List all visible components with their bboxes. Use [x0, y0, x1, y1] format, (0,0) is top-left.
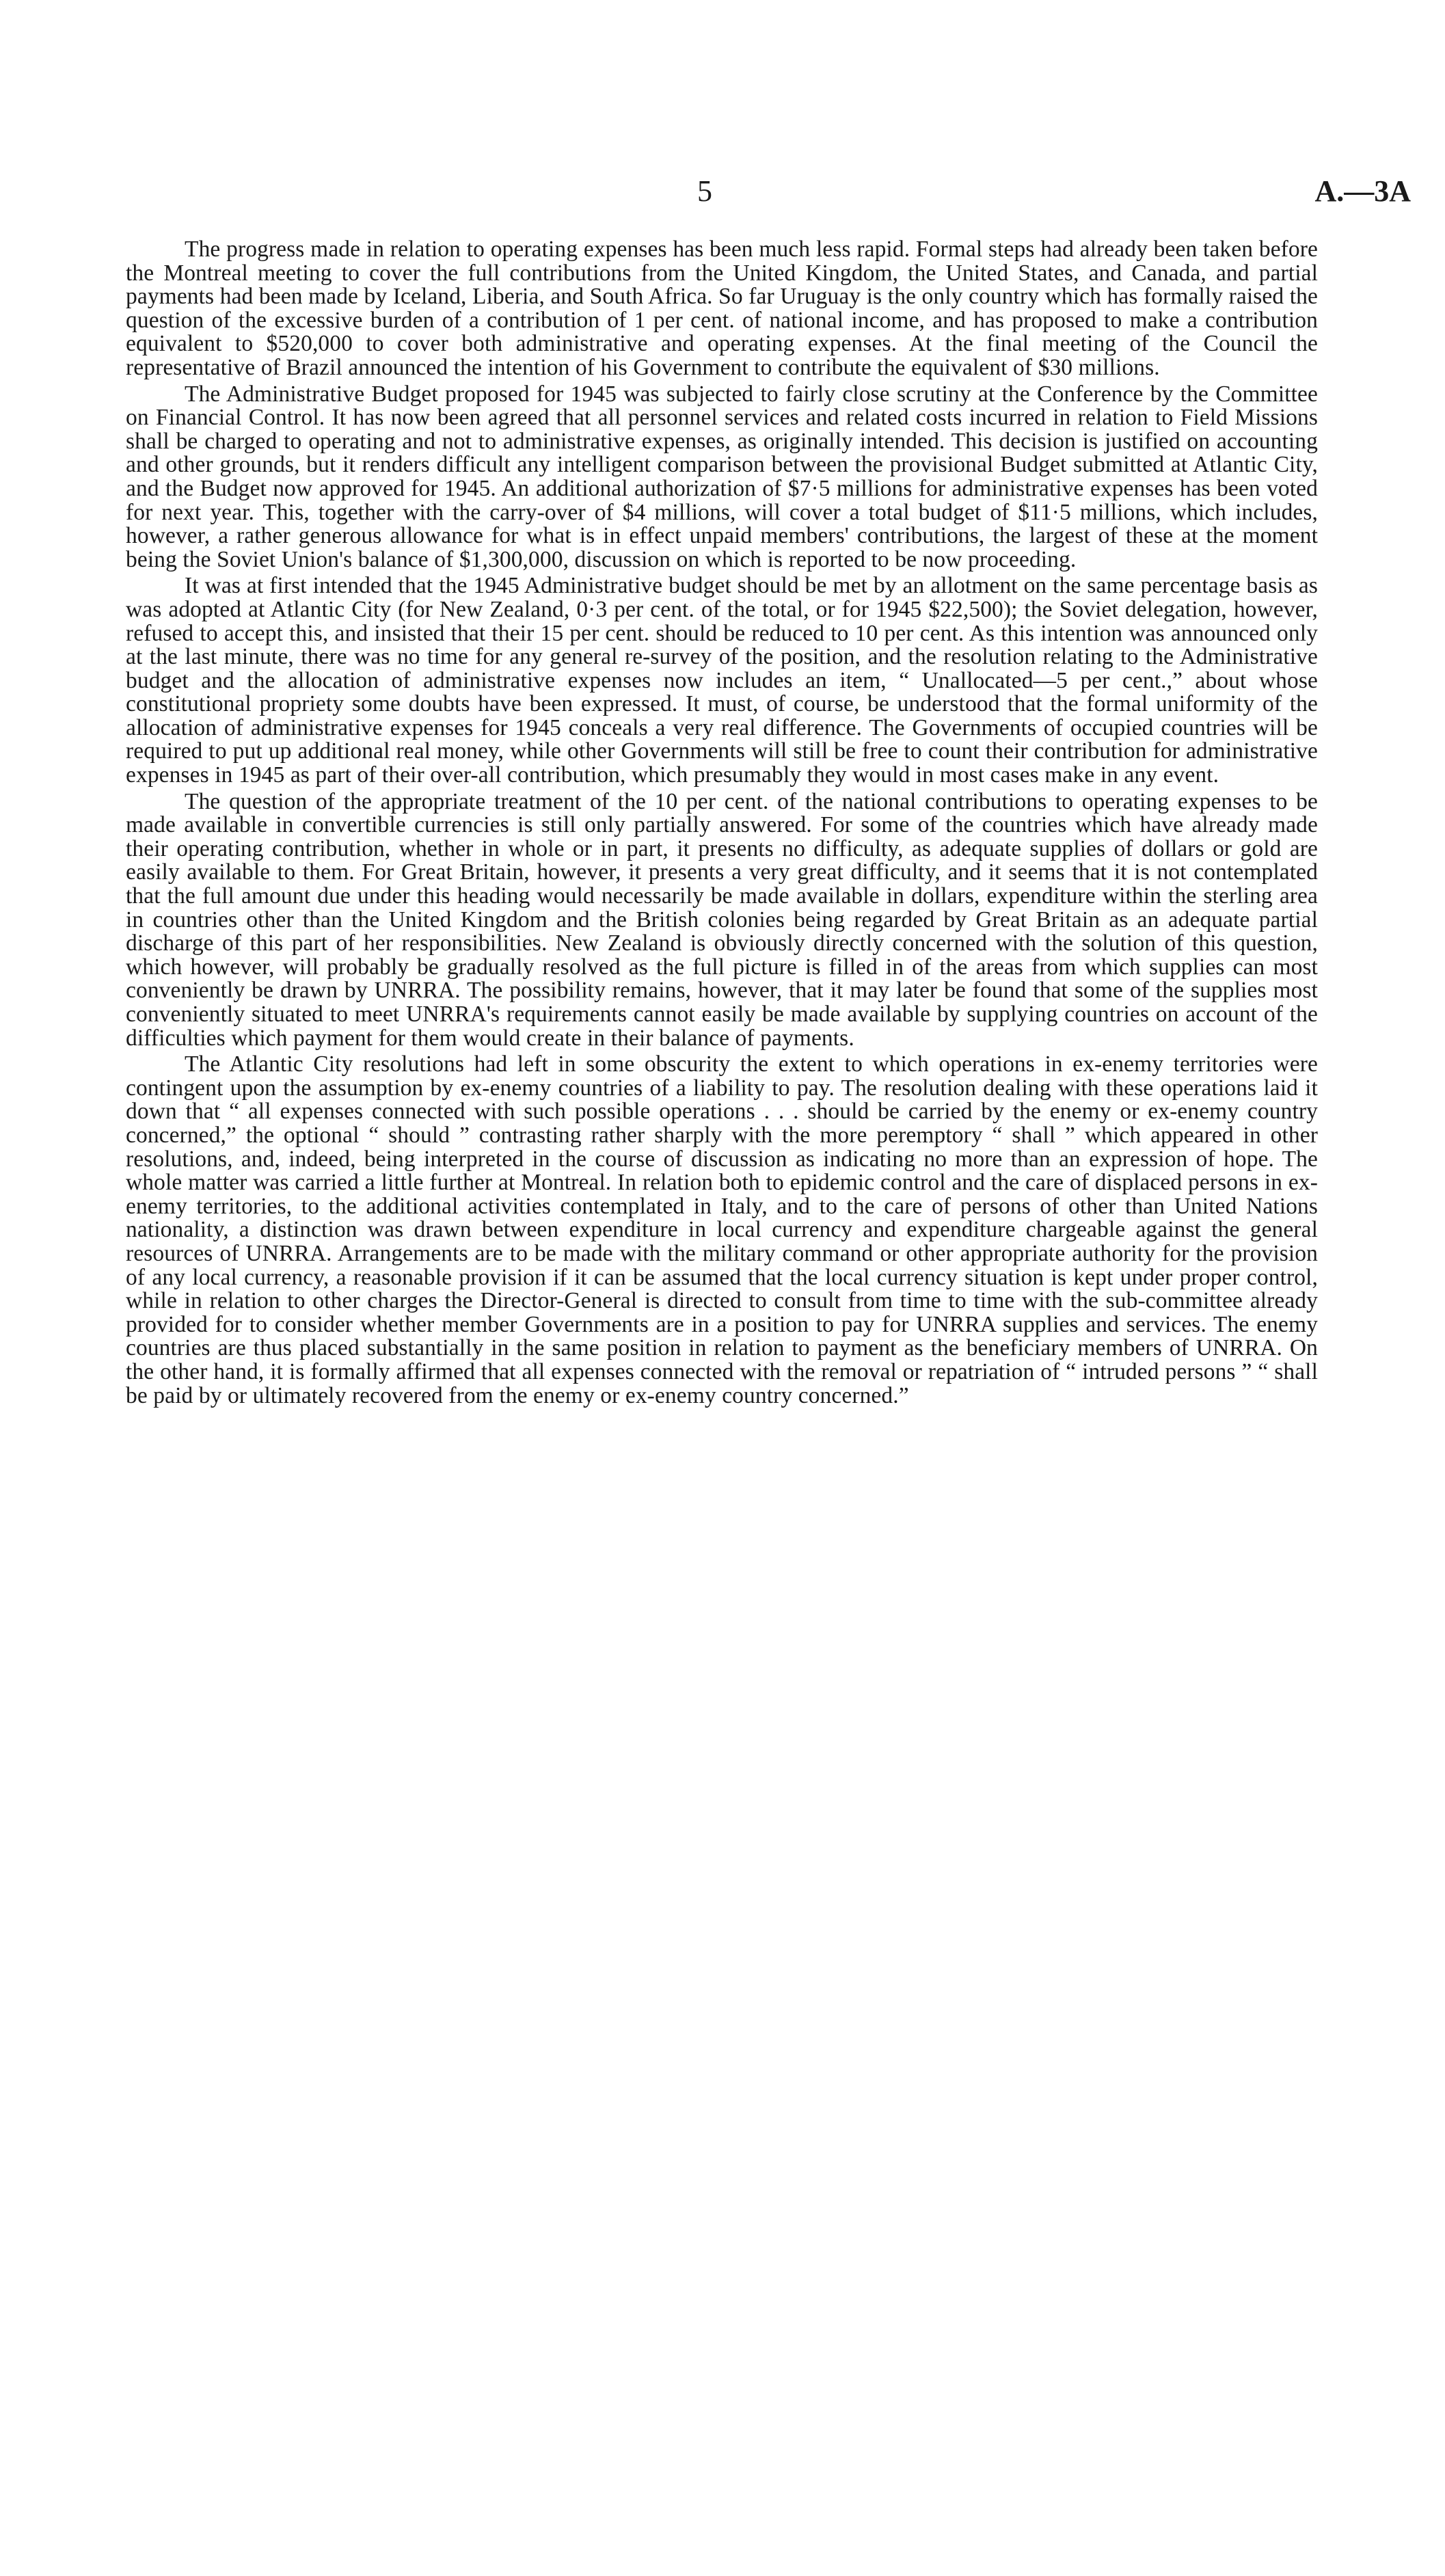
paragraph-ex-enemy-territories: The Atlantic City resolutions had left in some obscurity the extent to which operations in ex-enemy territories were contingent upon the assumption by ex-enemy countries of a liability to pay. The resolution dealing with these operations laid it down that “ all expenses connected with such possible operations . . . should be carried by the enemy or ex-enemy country concerned,” the optional “ should ” contrasting rather sharply with the more peremptory “ shall ” which appeared in other resolutions, and, indeed, being interpreted in the course of discussion as indicating no more than an expression of hope. The whole matter was carried a little further at Montreal. In relation both to epidemic control and the care of displaced persons in ex-enemy territories, to the additional activities contemplated in Italy, and to the care of persons of other than United Nations nationality, a distinction was drawn between expenditure in local currency and expenditure chargeable against the general resources of UNRRA. Arrangements are to be made with the military command or other appropriate authority for the provision of any local currency, a reasonable provision if it can be assumed that the local currency situation is kept under proper control, while in relation to other charges the Director-General is directed to consult from time to time with the sub-committee already provided for to consider whether member Governments are in a position to pay for UNRRA supplies and services. The enemy countries are thus placed substantially in the same position in relation to payment as the beneficiary members of UNRRA. On the other hand, it is formally affirmed that all expenses connected with the removal or repatriation of “ intruded persons ” “ shall be paid by or ultimately recovered from the enemy or ex-enemy country concerned.” [126, 1051, 1318, 1408]
page-number: 5 [697, 174, 712, 208]
body-text [126, 238, 1318, 1410]
paragraph-convertible-currencies: The question of the appropriate treatment of the 10 per cent. of the national contributions to operating expenses to be made available in convertible currencies is still only partially answered. For some of the countries which have already made their operating contribution, whether in whole or in part, it presents no difficulty, as adequate supplies of dollars or gold are easily available to them. For Great Britain, however, it presents a very great difficulty, and it seems that it is not contemplated that the full amount due under this heading would necessarily be made available in dollars, expenditure within the sterling area in countries other than the United Kingdom and the British colonies being regarded by Great Britain as an adequate partial discharge of this part of her responsibilities. New Zealand is obviously directly concerned with the solution of this question, which however, will probably be gradually resolved as the full picture is filled in of the areas from which supplies can most conveniently be drawn by UNRRA. The possibility remains, however, that it may later be found that some of the supplies most conveniently situated to meet UNRRA's requirements cannot easily be made available by supplying countries on account of the difficulties which payment for them would create in their balance of payments. [126, 788, 1318, 1051]
paragraph-budget-allotment: It was at first intended that the 1945 Administrative budget should be met by an allotment on the same percentage basis as was adopted at Atlantic City (for New Zealand, 0·3 per cent. of the total, or for 1945 $22,500); the Soviet delegation, however, refused to accept this, and insisted that their 15 per cent. should be reduced to 10 per cent. As this intention was announced only at the last minute, there was no time for any general re-survey of the position, and the resolution relating to the Administrative budget and the allocation of administrative expenses now includes an item, “ Unallocated—5 per cent.,” about whose constitutional propriety some doubts have been expressed. It must, of course, be understood that the formal uniformity of the allocation of administrative expenses for 1945 conceals a very real difference. The Governments of occupied countries will be required to put up additional real money, while other Governments will still be free to count their contribution for administrative expenses in 1945 as part of their over-all contribution, which presumably they would in most cases make in any event. [126, 573, 1318, 788]
page-header [0, 171, 1445, 219]
paragraph-operating-expenses: The progress made in relation to operating expenses has been much less rapid. Formal steps had already been taken before the Montreal meeting to cover the full contributions from the United Kingdom, the United States, and Canada, and partial payments had been made by Iceland, Liberia, and South Africa. So far Uruguay is the only country which has formally raised the question of the excessive burden of a contribution of 1 per cent. of national income, and has proposed to make a contribution equivalent to $520,000 to cover both administrative and operating expenses. At the final meeting of the Council the representative of Brazil announced the intention of his Government to contribute the equivalent of $30 millions. [126, 237, 1318, 380]
paragraph-administrative-budget: The Administrative Budget proposed for 1945 was subjected to fairly close scrutiny at the Conference by the Committee on Financial Control. It has now been agreed that all personnel services and related costs incurred in relation to Field Missions shall be charged to operating and not to administrative expenses, as originally intended. This decision is justified on accounting and other grounds, but it renders difficult any intelligent comparison between the provisional Budget submitted at Atlantic City, and the Budget now approved for 1945. An additional authorization of $7·5 millions for administrative expenses has been voted for next year. This, together with the carry-over of $4 millions, will cover a total budget of $11·5 millions, which includes, however, a rather generous allowance for what is in effect unpaid members' contributions, the largest of these at the moment being the Soviet Union's balance of $1,300,000, discussion on which is reported to be now proceeding. [126, 381, 1318, 572]
document-reference: A.—3A [1314, 174, 1411, 208]
